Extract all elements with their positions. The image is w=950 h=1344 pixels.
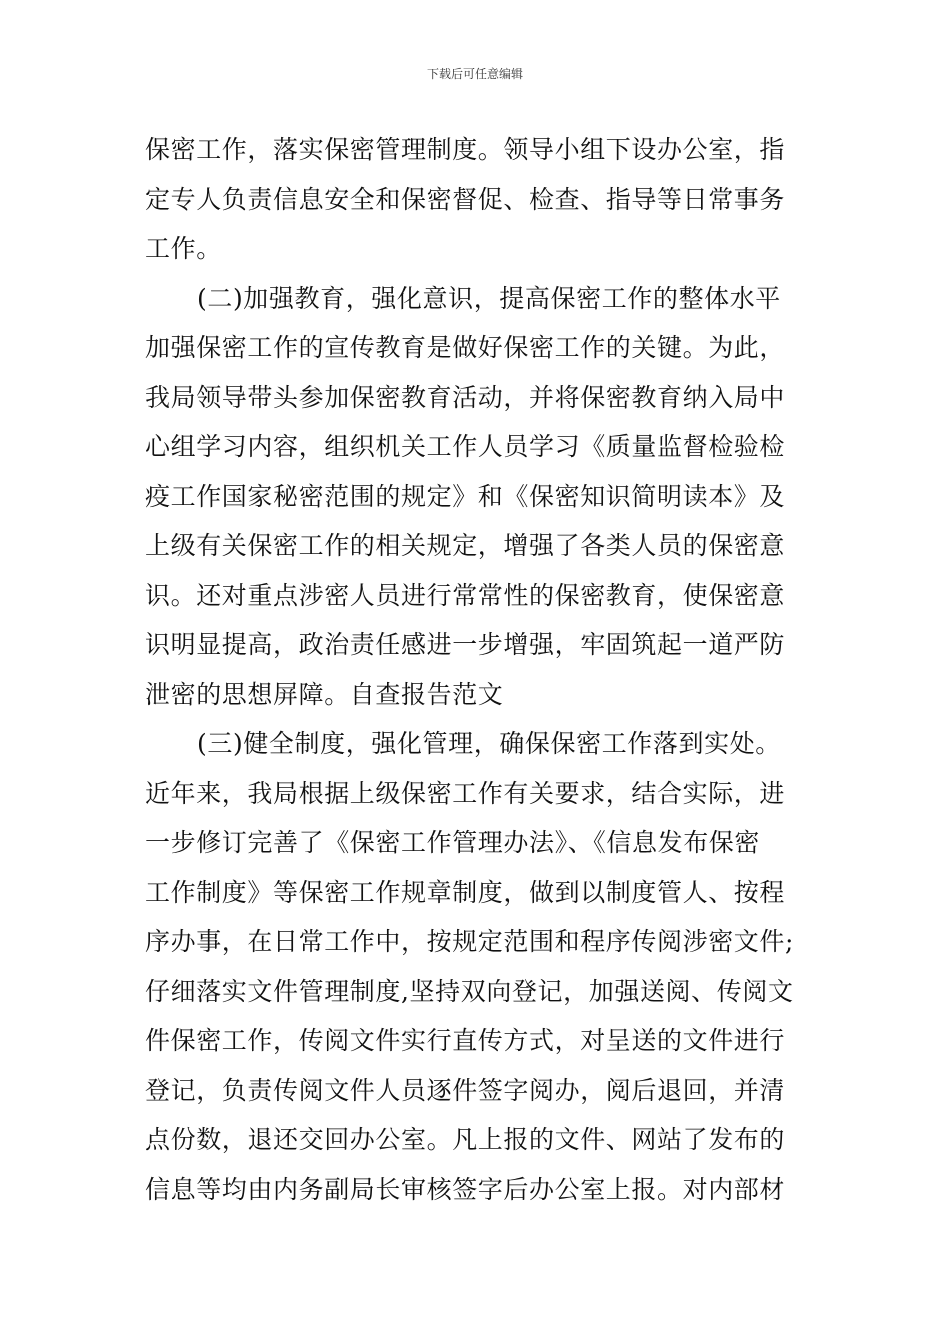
section-heading: (三)健全制度，强化管理，确保保密工作落到实处。: [197, 729, 781, 758]
text-line: 识明显提高，政治责任感进一步增强，牢固筑起一道严防: [145, 630, 786, 659]
document-body: [145, 125, 810, 1214]
section-heading: (二)加强教育，强化意识，提高保密工作的整体水平: [197, 283, 781, 313]
text-line: 工作。: [145, 234, 222, 263]
text-line: 加强保密工作的宣传教育是做好保密工作的关键。为此，: [145, 333, 786, 362]
text-line: 登记，负责传阅文件人员逐件签字阅办，阅后退回，并清: [145, 1075, 786, 1105]
text-line: 保密工作，落实保密管理制度。领导小组下设办公室，指: [145, 135, 786, 164]
text-line: 泄密的思想屏障。自查报告范文: [145, 679, 504, 709]
text-line: 心组学习内容，组织机关工作人员学习《质量监督检验检: [145, 432, 786, 461]
text-line: 件保密工作，传阅文件实行直传方式，对呈送的文件进行: [145, 1026, 786, 1055]
text-line: 上级有关保密工作的相关规定，增强了各类人员的保密意: [145, 531, 786, 560]
text-line: 工作制度》等保密工作规章制度，做到以制度管人、按程: [145, 877, 786, 907]
text-line: 定专人负责信息安全和保密督促、检查、指导等日常事务: [145, 184, 786, 214]
text-line: 识。还对重点涉密人员进行常常性的保密教育，使保密意: [145, 580, 786, 610]
text-line: 序办事，在日常工作中，按规定范围和程序传阅涉密文件;: [145, 927, 795, 956]
text-line: 一步修订完善了《保密工作管理办法》、《信息发布保密: [145, 828, 761, 857]
text-line: 近年来，我局根据上级保密工作有关要求，结合实际，进: [145, 778, 786, 808]
text-line: 信息等均由内务副局长审核签字后办公室上报。对内部材: [145, 1174, 786, 1204]
text-line: 仔细落实文件管理制度,坚持双向登记，加强送阅、传阅文: [145, 976, 794, 1006]
text-line: 我局领导带头参加保密教育活动，并将保密教育纳入局中: [145, 382, 786, 412]
text-line: 疫工作国家秘密范围的规定》和《保密知识简明读本》及: [145, 481, 786, 511]
text-line: 点份数，退还交回办公室。凡上报的文件、网站了发布的: [145, 1125, 786, 1154]
page-header: 下载后可任意编辑: [426, 67, 523, 81]
